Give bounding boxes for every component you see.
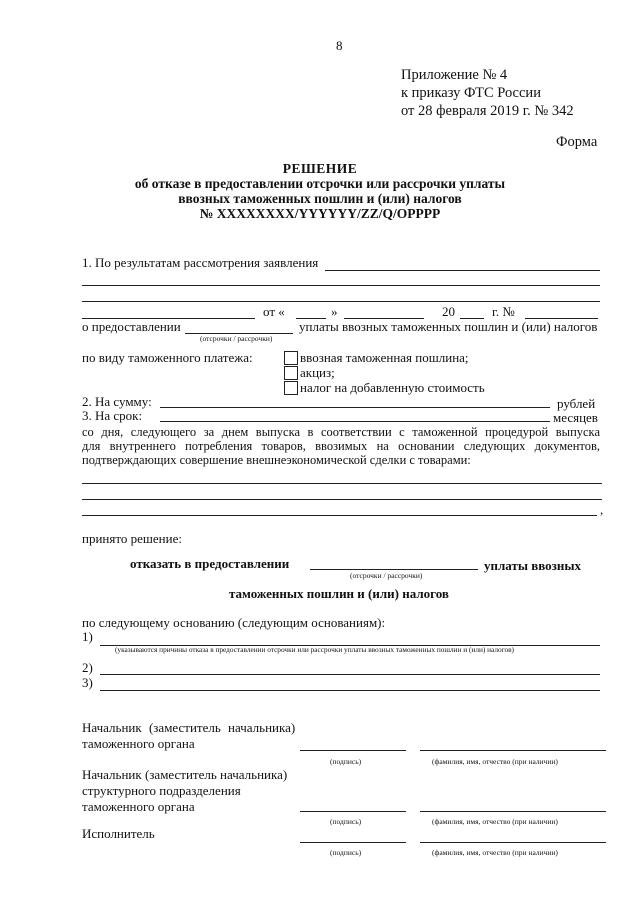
title-line2: ввозных таможенных пошлин и (или) налогов [178,191,462,206]
documents-comma: , [600,502,604,517]
executor-label: Исполнитель [82,826,155,841]
provision-hint: (отсрочки / рассрочки) [200,334,273,343]
section1-label: 1. По результатам рассмотрения заявления [82,255,319,270]
date-number-label: г. № [492,304,515,319]
documents-field-line2[interactable] [82,499,602,500]
reason-1-number: 1) [82,629,93,644]
refuse-hint: (отсрочки / рассрочки) [350,571,423,580]
chief-name-hint: (фамилия, имя, отчество (при наличии) [432,757,558,766]
sub-line1: Начальник (заместитель начальника) [82,767,288,782]
checkbox-import-duty[interactable] [284,351,298,365]
reasons-label: по следующему основанию (следующим основаниям): [82,615,386,630]
amount-unit: рублей [557,396,596,411]
document-title [0,161,640,221]
title-number: № XXXXXXXX/YYYYYY/ZZ/Q/OPPPP [199,206,441,221]
reasons-hint: (указываются причины отказа в предоставлении отсрочки или рассрочки уплаты ввозных таможенных пошлин и (или) налогов) [115,645,514,654]
amount-field[interactable] [160,407,550,408]
sub-signature-field[interactable] [300,811,406,812]
application-field-line-3[interactable] [82,301,600,302]
executor-signature-field[interactable] [300,842,406,843]
form-label: Форма [556,134,598,150]
checkbox-vat[interactable] [284,381,298,395]
date-from-label: от « [263,304,285,319]
payment-type-label: по виду таможенного платежа: [82,350,253,365]
checkbox-excise[interactable] [284,366,298,380]
title-line1: об отказе в предоставлении отсрочки или рассрочки уплаты [134,176,506,191]
chief-line1: Начальник (заместитель начальника) [82,720,296,735]
page-number: 8 [336,38,343,53]
section3-text-line1: со дня, следующего за днем выпуска в соответствии с таможенной процедурой выпуска [82,425,600,439]
sub-chief-title [82,767,287,815]
section2-label: 2. На сумму: [82,394,152,409]
application-field-line[interactable] [325,270,600,271]
documents-field-line3[interactable] [82,515,597,516]
chief-signature-field[interactable] [300,750,406,751]
refuse-type-field[interactable] [310,569,478,570]
appendix-line2: к приказу ФТС России [401,85,541,101]
title-main: РЕШЕНИЕ [282,161,358,176]
sub-name-hint: (фамилия, имя, отчество (при наличии) [432,817,558,826]
executor-name-field[interactable] [420,842,606,843]
refuse-line2: таможенных пошлин и (или) налогов [229,586,449,601]
section3-label: 3. На срок: [82,408,143,423]
refuse-text: отказать в предоставлении [130,556,290,571]
option-import-duty: ввозная таможенная пошлина; [300,350,469,365]
section3-text-line2: для внутреннего потребления товаров, ввозимых на основании следующих документов, [82,439,600,453]
reason-3-field[interactable] [100,690,600,691]
appendix-line3: от 28 февраля 2019 г. № 342 [401,103,574,119]
option-excise: акциз; [300,365,335,380]
executor-signature-hint: (подпись) [330,848,362,857]
reason-2-number: 2) [82,660,93,675]
chief-signature-hint: (подпись) [330,757,362,766]
documents-field-line1[interactable] [82,483,602,484]
refuse-tail: уплаты ввозных [484,558,582,573]
sub-signature-hint: (подпись) [330,817,362,826]
option-vat: налог на добавленную стоимость [300,380,485,395]
application-field-line-2[interactable] [82,285,600,286]
date-year-prefix: 20 [442,304,455,319]
appendix-line1: Приложение № 4 [401,67,508,83]
chief-title [82,720,295,752]
provision-tail: уплаты ввозных таможенных пошлин и (или) налогов [299,319,598,334]
term-field[interactable] [160,421,550,422]
appendix-block [401,66,574,120]
sub-name-field[interactable] [420,811,606,812]
executor-name-hint: (фамилия, имя, отчество (при наличии) [432,848,558,857]
provision-label: о предоставлении [82,319,181,334]
reason-2-field[interactable] [100,674,600,675]
sub-line2: структурного подразделения [82,783,241,798]
sub-line3: таможенного органа [82,799,195,814]
term-unit: месяцев [553,410,598,425]
decision-label: принято решение: [82,531,182,546]
section3-text-line3: подтверждающих совершение внешнеэкономической сделки с товарами: [82,453,471,467]
reason-3-number: 3) [82,675,93,690]
chief-line2: таможенного органа [82,736,195,751]
chief-name-field[interactable] [420,750,606,751]
date-quote-close: » [331,304,338,319]
